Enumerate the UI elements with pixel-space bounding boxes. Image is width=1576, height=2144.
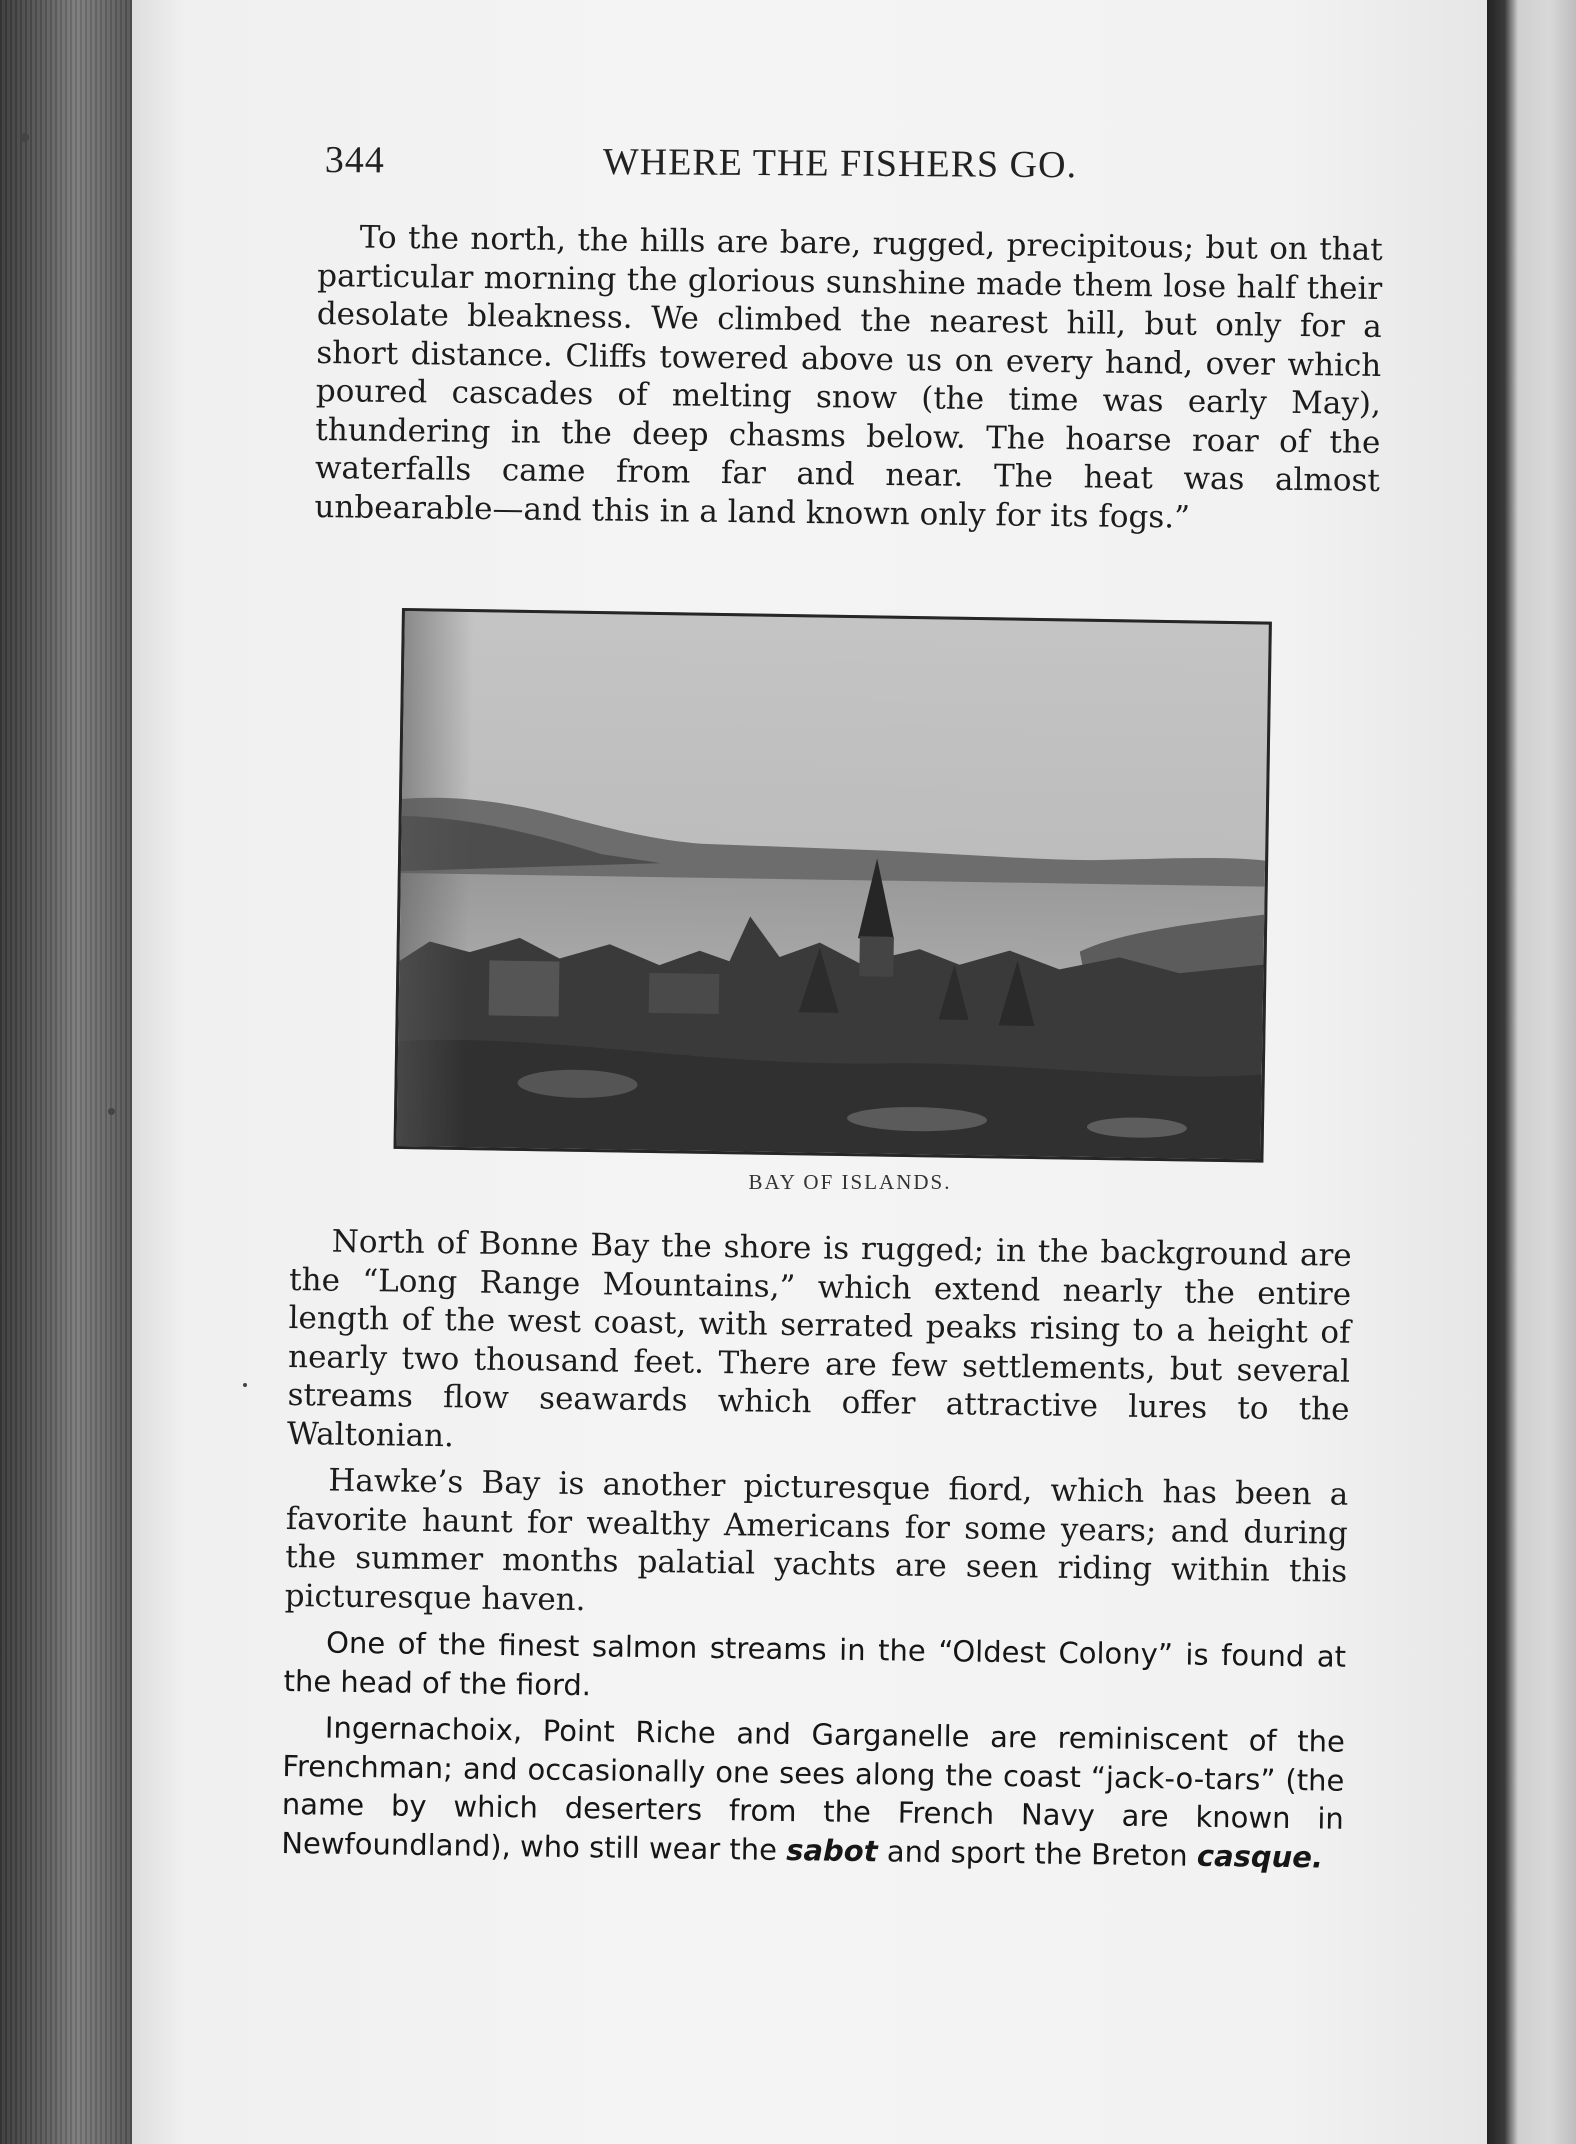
italic-word: casque.: [1196, 1838, 1324, 1874]
bay-photograph: [397, 611, 1269, 1160]
right-page-edge: [1487, 0, 1576, 2144]
paragraph-french-names: [281, 1708, 1345, 1877]
paragraph-text: and sport the Breton: [877, 1833, 1198, 1873]
dust-speck: [20, 133, 29, 142]
paragraph-salmon-stream: One of the finest salmon streams in the “Oldest Colony” is found at the head of the fiord.: [283, 1625, 1347, 1702]
body-continuation: [281, 1222, 1352, 1885]
paragraph-north-hills: To the north, the hills are bare, rugged, precipitous; but on that particular morning the glorious sunshine made them lose half their desolate bleakness. We climbed the nearest hill, but only for a short distance. Cliffs towered above us on every hand, over which poured cascades of melting snow (the time was early May), thundering in the deep chasms below. The hoarse roar of the waterfalls came from far and near. The heat was almost unbearable—and this in a land known only for its fogs.”: [314, 219, 1383, 536]
running-title: WHERE THE FISHERS GO.: [602, 140, 1078, 187]
paragraph-text: Ingernachoix, Point Riche and Garganelle are reminiscent of the Frenchman; and occasionally one sees along the coast “jack-o-tars” (the name by which deserters from the French Navy are known in Newfoundland), who still wear the: [281, 1710, 1346, 1867]
left-page-edge: [0, 0, 140, 2144]
paragraph-hawkes-bay: Hawke’s Bay is another picturesque fiord, which has been a favorite haunt for wealthy Americans for some years; and during the summer months palatial yachts are seen riding within this picturesque haven.: [284, 1462, 1349, 1618]
italic-word: sabot: [786, 1832, 878, 1868]
dust-speck: [108, 1108, 115, 1115]
page-number: 344: [324, 138, 385, 182]
figure-caption: BAY OF ISLANDS.: [748, 1170, 952, 1194]
dust-speck: [243, 1383, 247, 1387]
paragraph-bonne-bay: North of Bonne Bay the shore is rugged; in the background are the “Long Range Mountains,” which extend nearly the entire length of the west coast, with serrated peaks rising to a height of nearly two thousand feet. There are few settlements, but several streams flow seawards which offer attractive lures to the Waltonian.: [286, 1223, 1352, 1454]
photograph-plate: [394, 608, 1272, 1163]
